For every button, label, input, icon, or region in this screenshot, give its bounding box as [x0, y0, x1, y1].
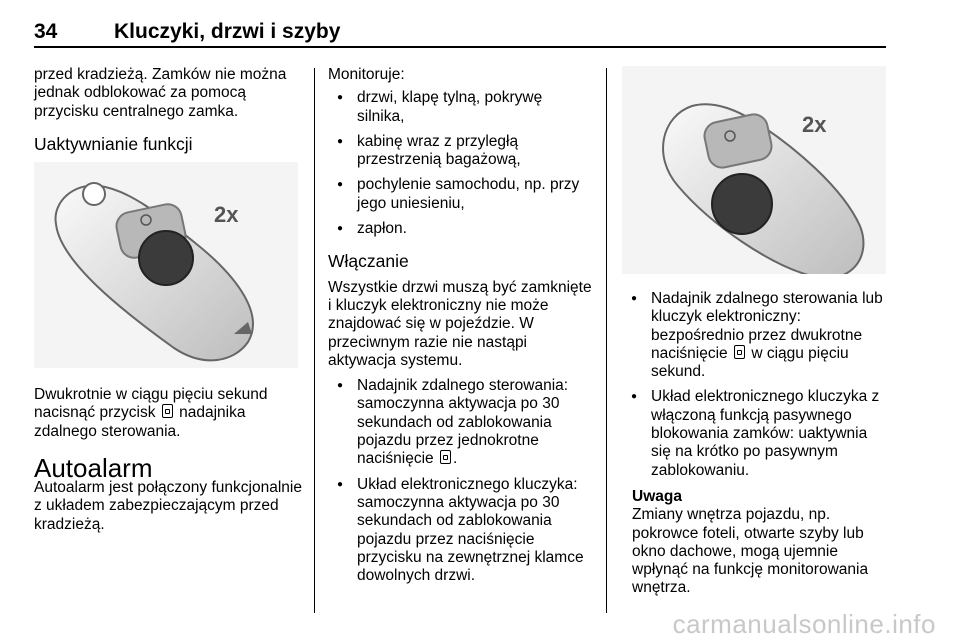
section-heading-activation: Uaktywnianie funkcji	[34, 133, 193, 154]
monitor-item: ● drzwi, klapę tylną, pokrywę silnika,	[328, 89, 593, 126]
enabling-item-passive: ● Układ elektronicznego kluczyka z włączoną funkcją pasywnego blokowania zamków: uaktywnia się na krótko po pasywnym zablokowaniu.	[622, 388, 888, 479]
section-heading-enabling: Włączanie	[328, 251, 409, 272]
section-heading-alarm: Autoalarm	[34, 452, 153, 483]
page-title: Kluczyki, drzwi i szyby	[114, 20, 341, 43]
monitor-item: ● pochylenie samochodu, np. przy jego uniesieniu,	[328, 176, 593, 213]
intro-paragraph: przed kradzieżą. Zamków nie można jednak odblokować za pomocą przycisku centralnego zamka.	[34, 66, 287, 120]
key-fob-illustration	[622, 66, 886, 274]
press-instruction: Dwukrotnie w ciągu pięciu sekund nacisnąć przycisk nadajnika zdalnego sterowania.	[34, 386, 268, 440]
enabling-item-remote: ● Nadajnik zdalnego sterowania: samoczynna aktywacja po 30 sekundach od zablokowania pojazdu przez jednokrotne naciśnięcie .	[328, 377, 593, 468]
note-box	[622, 488, 888, 598]
column-2	[328, 66, 593, 585]
watermark: carmanualsonline.info	[672, 609, 936, 639]
monitor-item: ● zapłon.	[328, 220, 593, 238]
page-number: 34	[34, 20, 58, 43]
key-figure-left	[34, 162, 298, 368]
figure-2x-label: 2x	[802, 112, 827, 137]
enabling-paragraph: Wszystkie drzwi muszą być zamknięte i kluczyk elektroniczny nie może znajdować się w pojeździe. W przeciwnym razie nie nastąpi aktywacja systemu.	[328, 278, 592, 369]
lock-icon	[162, 404, 173, 418]
column-divider-1	[314, 68, 315, 613]
column-divider-2	[606, 68, 607, 613]
column-3	[622, 290, 888, 598]
column-1-lower	[34, 386, 302, 534]
column-1	[34, 66, 302, 153]
lock-icon	[734, 345, 745, 359]
alarm-paragraph: Autoalarm jest połączony funkcjonalnie z układem zabezpieczającym przed kradzieżą.	[34, 479, 302, 533]
note-text: Zmiany wnętrza pojazdu, np. pokrowce foteli, otwarte szyby lub okno dachowe, mogą ujemnie wpłynąć na funkcję monitorowania wnętrza.	[632, 506, 869, 597]
header-rule	[34, 46, 886, 48]
lock-icon	[440, 450, 451, 464]
enabling-item-double-press: ● Nadajnik zdalnego sterowania lub kluczyk elektroniczny: bezpośrednio przez dwukrotne naciśnięcie w ciągu pięciu sekund.	[622, 290, 888, 381]
figure-2x-label: 2x	[214, 202, 239, 227]
key-fob-illustration	[34, 162, 298, 368]
note-title: Uwaga	[632, 487, 682, 505]
key-figure-right	[622, 66, 886, 274]
enabling-item-keyless: ● Układ elektronicznego kluczyka: samoczynna aktywacja po 30 sekundach od zablokowania pojazdu przez naciśnięcie przycisku na zewnętrznej klamce dowolnych drzwi.	[328, 476, 593, 586]
monitors-label: Monitoruje:	[328, 66, 405, 83]
monitor-item: ● kabinę wraz z przyległą przestrzenią bagażową,	[328, 133, 593, 170]
